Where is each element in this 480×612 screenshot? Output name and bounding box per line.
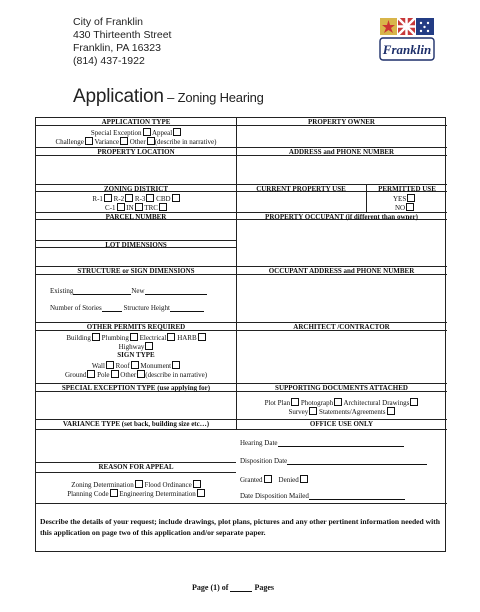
- address-phone-header: ADDRESS and PHONE NUMBER: [288, 148, 395, 156]
- sign-row1: [36, 361, 236, 370]
- date-mailed-row: [240, 492, 405, 500]
- zone-c1-checkbox[interactable]: [117, 203, 125, 211]
- docs-row2: [236, 407, 447, 416]
- variance-type-header: VARIANCE TYPE (set back, building size etc…): [62, 420, 210, 428]
- zone-c1-label: C-1: [105, 204, 116, 212]
- electrical-checkbox[interactable]: [167, 333, 175, 341]
- current-use-header: CURRENT PROPERTY USE: [256, 185, 346, 193]
- logo-text: Franklin: [382, 42, 432, 57]
- other-note: (describe in narrative): [154, 138, 217, 146]
- granted-checkbox[interactable]: [264, 475, 272, 483]
- statements-checkbox[interactable]: [387, 407, 395, 415]
- roof-label: Roof: [115, 362, 130, 370]
- zone-in-checkbox[interactable]: [135, 203, 143, 211]
- arch-drawings-checkbox[interactable]: [410, 398, 418, 406]
- disposition-date-label: Disposition Date: [240, 457, 288, 465]
- plumbing-label: Plumbing: [101, 334, 129, 342]
- zone-r3-checkbox[interactable]: [146, 194, 154, 202]
- application-form: [35, 117, 446, 552]
- property-owner-header: PROPERTY OWNER: [308, 118, 375, 126]
- monument-checkbox[interactable]: [172, 361, 180, 369]
- zoning-determination-checkbox[interactable]: [135, 480, 143, 488]
- pages-suffix: Pages: [254, 583, 274, 592]
- permitted-use-header: PERMITTED USE: [378, 185, 436, 193]
- permitted-no: [395, 203, 414, 212]
- permits-row1: [36, 333, 236, 342]
- permits-row2: [36, 342, 236, 351]
- variance-label: Variance: [94, 138, 119, 146]
- pole-checkbox[interactable]: [111, 370, 119, 378]
- special-exception-label: Special Exception: [90, 129, 142, 137]
- zone-trc-checkbox[interactable]: [159, 203, 167, 211]
- flood-ordinance-label: Flood Ordinance: [144, 481, 192, 489]
- plot-plan-label: Plot Plan: [264, 399, 291, 407]
- property-occupant-header: PROPERTY OCCUPANT (if different than owner): [265, 213, 418, 221]
- hearing-date-row: [240, 439, 404, 447]
- monument-label: Monument: [140, 362, 172, 370]
- sign-other-label: Other: [120, 371, 137, 379]
- org-name: City of Franklin: [73, 16, 144, 28]
- zoning-row2: [36, 203, 236, 212]
- engineering-determination-checkbox[interactable]: [197, 489, 205, 497]
- stories-input[interactable]: [102, 304, 122, 312]
- permitted-no-checkbox[interactable]: [406, 203, 414, 211]
- planning-code-checkbox[interactable]: [110, 489, 118, 497]
- lot-dimensions-header: LOT DIMENSIONS: [105, 241, 167, 249]
- special-exception-checkbox[interactable]: [143, 128, 151, 136]
- sign-type-header: SIGN TYPE: [117, 351, 155, 359]
- ground-label: Ground: [64, 371, 87, 379]
- hearing-date-input[interactable]: [278, 439, 404, 447]
- total-pages-input[interactable]: [230, 584, 252, 592]
- zone-cbd-checkbox[interactable]: [172, 194, 180, 202]
- height-input[interactable]: [170, 304, 204, 312]
- appeal-label: Appeal: [151, 129, 173, 137]
- disposition-date-input[interactable]: [287, 457, 427, 465]
- street-address: 430 Thirteenth Street: [73, 29, 172, 41]
- denied-checkbox[interactable]: [300, 475, 308, 483]
- divider: [36, 429, 236, 430]
- sign-row2: [36, 370, 236, 379]
- date-mailed-label: Date Disposition Mailed: [240, 492, 309, 500]
- permitted-no-label: NO: [395, 204, 406, 212]
- electrical-label: Electrical: [139, 334, 167, 342]
- appeal-checkbox[interactable]: [173, 128, 181, 136]
- other-permits-header: OTHER PERMITS REQUIRED: [86, 323, 186, 331]
- parcel-number-header: PARCEL NUMBER: [105, 213, 167, 221]
- reason-appeal-header: REASON FOR APPEAL: [98, 463, 174, 471]
- engineering-determination-label: Engineering Determination: [119, 490, 196, 498]
- other-label: Other: [129, 138, 146, 146]
- zone-r3-label: R-3: [134, 195, 146, 203]
- franklin-logo: [378, 16, 436, 70]
- zone-r2-label: R-2: [113, 195, 125, 203]
- granted-denied-row: [240, 475, 308, 484]
- wall-checkbox[interactable]: [106, 361, 114, 369]
- stories-label: Number of Stories: [50, 304, 102, 312]
- page-title: [73, 86, 264, 108]
- photograph-label: Photograph: [300, 399, 334, 407]
- harb-checkbox[interactable]: [198, 333, 206, 341]
- other-checkbox[interactable]: [147, 137, 155, 145]
- occupant-address-header: OCCUPANT ADDRESS and PHONE NUMBER: [268, 267, 415, 275]
- building-label: Building: [66, 334, 91, 342]
- challenge-checkbox[interactable]: [85, 137, 93, 145]
- sign-other-note: (describe in narrative): [145, 371, 208, 379]
- application-type-line2: [36, 137, 236, 146]
- photograph-checkbox[interactable]: [334, 398, 342, 406]
- title-sub: – Zoning Hearing: [163, 90, 264, 105]
- docs-row1: [236, 398, 447, 407]
- flood-ordinance-checkbox[interactable]: [193, 480, 201, 488]
- date-mailed-input[interactable]: [309, 492, 405, 500]
- ground-checkbox[interactable]: [87, 370, 95, 378]
- permitted-yes-label: YES: [393, 195, 407, 203]
- zone-r1-label: R-1: [92, 195, 103, 203]
- roof-checkbox[interactable]: [131, 361, 139, 369]
- challenge-label: Challenge: [55, 138, 84, 146]
- hearing-date-label: Hearing Date: [240, 439, 278, 447]
- structure-dims-header: STRUCTURE or SIGN DIMENSIONS: [77, 267, 195, 275]
- zone-trc-label: TRC: [144, 204, 158, 212]
- disposition-date-row: [240, 457, 427, 465]
- harb-label: HARB: [177, 334, 197, 342]
- highway-checkbox[interactable]: [145, 342, 153, 350]
- new-label: New: [131, 287, 145, 295]
- wall-label: Wall: [91, 362, 105, 370]
- architect-header: ARCHITECT /CONTRACTOR: [293, 323, 390, 331]
- survey-label: Survey: [288, 408, 309, 416]
- pole-label: Pole: [97, 371, 110, 379]
- city-state-zip: Franklin, PA 16323: [73, 42, 161, 54]
- plot-plan-checkbox[interactable]: [291, 398, 299, 406]
- building-checkbox[interactable]: [92, 333, 100, 341]
- office-use-header: OFFICE USE ONLY: [309, 420, 374, 428]
- stories-row: [50, 304, 204, 312]
- plumbing-checkbox[interactable]: [130, 333, 138, 341]
- phone-number: (814) 437-1922: [73, 55, 145, 67]
- application-type-header: APPLICATION TYPE: [101, 118, 171, 126]
- permitted-yes-checkbox[interactable]: [407, 194, 415, 202]
- appeal-row2: [36, 489, 236, 498]
- highway-label: Highway: [118, 343, 145, 351]
- zoning-district-header: ZONING DISTRICT: [104, 185, 168, 193]
- page-footer: [192, 583, 274, 592]
- special-exception-type-header: SPECIAL EXCEPTION TYPE (use applying for): [61, 384, 211, 392]
- zoning-determination-label: Zoning Determination: [71, 481, 134, 489]
- zone-r1-checkbox[interactable]: [104, 194, 112, 202]
- title-main: Application: [73, 86, 164, 107]
- description-instructions: Describe the details of your request; include drawings, plot plans, pictures and any other pertinent information needed with this application on page two of this application and/or separate paper.: [40, 517, 441, 537]
- survey-checkbox[interactable]: [309, 407, 317, 415]
- existing-input[interactable]: [73, 287, 131, 295]
- zone-r2-checkbox[interactable]: [125, 194, 133, 202]
- divider: [36, 503, 447, 504]
- property-location-header: PROPERTY LOCATION: [97, 148, 175, 156]
- variance-checkbox[interactable]: [120, 137, 128, 145]
- supporting-docs-header: SUPPORTING DOCUMENTS ATTACHED: [275, 384, 408, 392]
- city-address-block: [73, 16, 171, 68]
- granted-label: Granted: [240, 476, 263, 484]
- divider: [36, 472, 236, 473]
- height-label: Structure Height: [123, 304, 170, 312]
- zoning-row1: [36, 194, 236, 203]
- application-type-line1: [36, 128, 236, 137]
- page-prefix: Page (1) of: [192, 583, 229, 592]
- permitted-yes: [393, 194, 415, 203]
- existing-label: Existing: [50, 287, 74, 295]
- arch-drawings-label: Architectural Drawings: [343, 399, 410, 407]
- existing-row: [50, 287, 207, 295]
- statements-label: Statements/Agreements: [319, 408, 386, 416]
- zone-in-label: IN: [126, 204, 134, 212]
- divider: [236, 429, 447, 430]
- planning-code-label: Planning Code: [67, 490, 109, 498]
- new-input[interactable]: [145, 287, 207, 295]
- appeal-row1: [36, 480, 236, 489]
- denied-label: Denied: [278, 476, 299, 484]
- zone-cbd-label: CBD: [156, 195, 171, 203]
